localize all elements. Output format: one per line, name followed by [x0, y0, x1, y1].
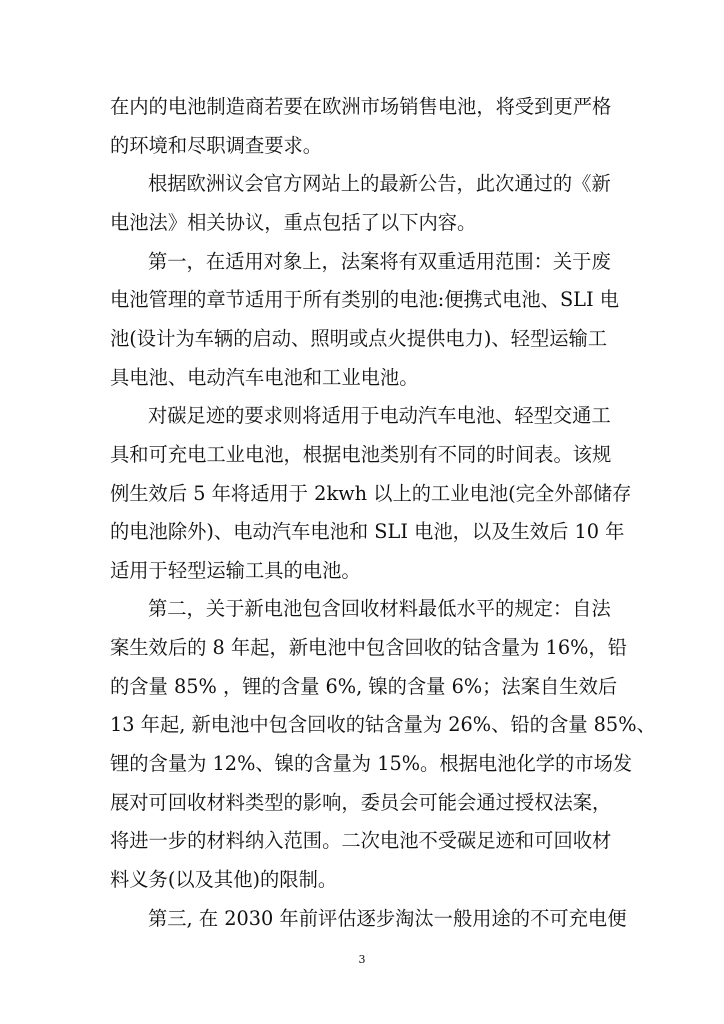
text-line: 具和可充电工业电池，根据电池类别有不同的时间表。该规: [110, 442, 612, 466]
text-line: 将进一步的材料纳入范围。二次电池不受碳足迹和可回收材: [110, 829, 612, 853]
text-line: 适用于轻型运输工具的电池。: [110, 558, 361, 582]
text-line: 的电池除外)、电动汽车电池和 SLI 电池，以及生效后 10 年: [110, 520, 625, 544]
text-line: 的环境和尽职调查要求。: [110, 133, 323, 157]
text-line: 锂的含量为 12%、镍的含量为 15%。根据电池化学的市场发: [110, 752, 633, 776]
text-line: 的含量 85% ，锂的含量 6%, 镍的含量 6%；法案自生效后: [110, 674, 618, 698]
text-line: 例生效后 5 年将适用于 2kwh 以上的工业电池(完全外部储存: [110, 481, 632, 505]
page-number: 3: [358, 953, 366, 966]
text-line: 具电池、电动汽车电池和工业电池。: [110, 365, 419, 389]
text-line: 料义务(以及其他)的限制。: [110, 868, 338, 891]
text-line: 电池管理的章节适用于所有类别的电池:便携式电池、SLI 电: [110, 288, 620, 312]
text-line: 案生效后的 8 年起，新电池中包含回收的钴含量为 16%，铅: [110, 636, 627, 660]
text-line: 第二，关于新电池包含回收材料最低水平的规定：自法: [148, 597, 611, 621]
text-line: 第三, 在 2030 年前评估逐步淘汰一般用途的不可充电便: [148, 906, 627, 930]
text-line: 13 年起, 新电池中包含回收的钴含量为 26%、铅的含量 85%、: [110, 713, 656, 737]
text-line: 根据欧洲议会官方网站上的最新公告，此次通过的《新: [148, 172, 611, 196]
text-line: 展对可回收材料类型的影响，委员会可能会通过授权法案，: [110, 790, 612, 814]
text-line: 对碳足迹的要求则将适用于电动汽车电池、轻型交通工: [148, 404, 611, 428]
text-line: 在内的电池制造商若要在欧洲市场销售电池，将受到更严格: [110, 95, 612, 118]
text-line: 第一，在适用对象上，法案将有双重适用范围：关于废: [148, 249, 611, 273]
text-line: 池(设计为车辆的启动、照明或点火提供电力)、轻型运输工: [110, 326, 608, 350]
text-line: 电池法》相关协议，重点包括了以下内容。: [110, 210, 477, 234]
